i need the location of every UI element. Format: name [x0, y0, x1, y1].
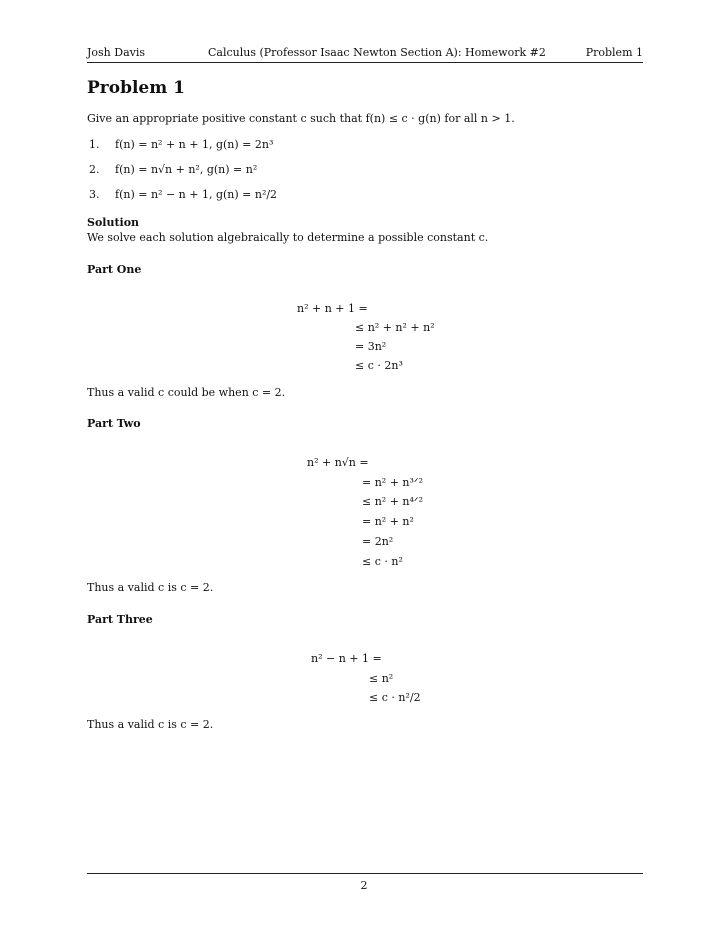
list-item-text: f(n) = n² + n + 1, g(n) = 2n³: [115, 138, 274, 151]
equation-line: = 3n²: [355, 340, 387, 353]
problem-prompt: Give an appropriate positive constant c such that f(n) ≤ c · g(n) for all n > 1.: [87, 112, 515, 125]
list-item-number: 2.: [89, 163, 100, 176]
footer-rule: [87, 873, 643, 874]
equation-line: ≤ n²: [369, 672, 394, 685]
equation-line: ≤ n² + n² + n²: [355, 321, 435, 334]
part-one-conclusion: Thus a valid c could be when c = 2.: [87, 386, 286, 399]
equation-line: ≤ c · 2n³: [355, 359, 403, 372]
list-item-text: f(n) = n√n + n², g(n) = n²: [115, 163, 258, 176]
part-three-heading: Part Three: [87, 613, 153, 626]
equation-line: n² + n + 1 =: [297, 302, 368, 315]
part-three-conclusion: Thus a valid c is c = 2.: [87, 718, 214, 731]
equation-line: ≤ n² + n⁴ᐟ²: [362, 495, 423, 508]
list-item-number: 1.: [89, 138, 100, 151]
equation-line: ≤ c · n²: [362, 555, 403, 568]
solution-intro: We solve each solution algebraically to determine a possible constant c.: [87, 231, 489, 244]
list-item: [89, 163, 257, 176]
part-two-conclusion: Thus a valid c is c = 2.: [87, 581, 214, 594]
header-rule: [87, 62, 643, 63]
list-item-number: 3.: [89, 188, 100, 201]
list-item: [89, 138, 273, 151]
part-one-heading: Part One: [87, 263, 142, 276]
page-number: 2: [360, 879, 368, 892]
header-author: Josh Davis: [87, 46, 146, 59]
equation-line: n² − n + 1 =: [311, 652, 382, 665]
header-course: Calculus (Professor Isaac Newton Section A): Homework #2: [208, 46, 546, 59]
header-problem-label: Problem 1: [585, 46, 643, 59]
equation-line: = n² + n³ᐟ²: [362, 476, 423, 489]
part-two-heading: Part Two: [87, 417, 141, 430]
list-item: [89, 188, 277, 201]
list-item-text: f(n) = n² − n + 1, g(n) = n²/2: [115, 188, 278, 201]
equation-line: n² + n√n =: [307, 456, 369, 469]
equation-line: = 2n²: [362, 535, 394, 548]
running-header: [87, 46, 643, 62]
solution-heading: Solution: [87, 216, 140, 229]
problem-title: Problem 1: [87, 78, 185, 98]
equation-line: ≤ c · n²/2: [369, 691, 421, 704]
equation-line: = n² + n²: [362, 515, 414, 528]
